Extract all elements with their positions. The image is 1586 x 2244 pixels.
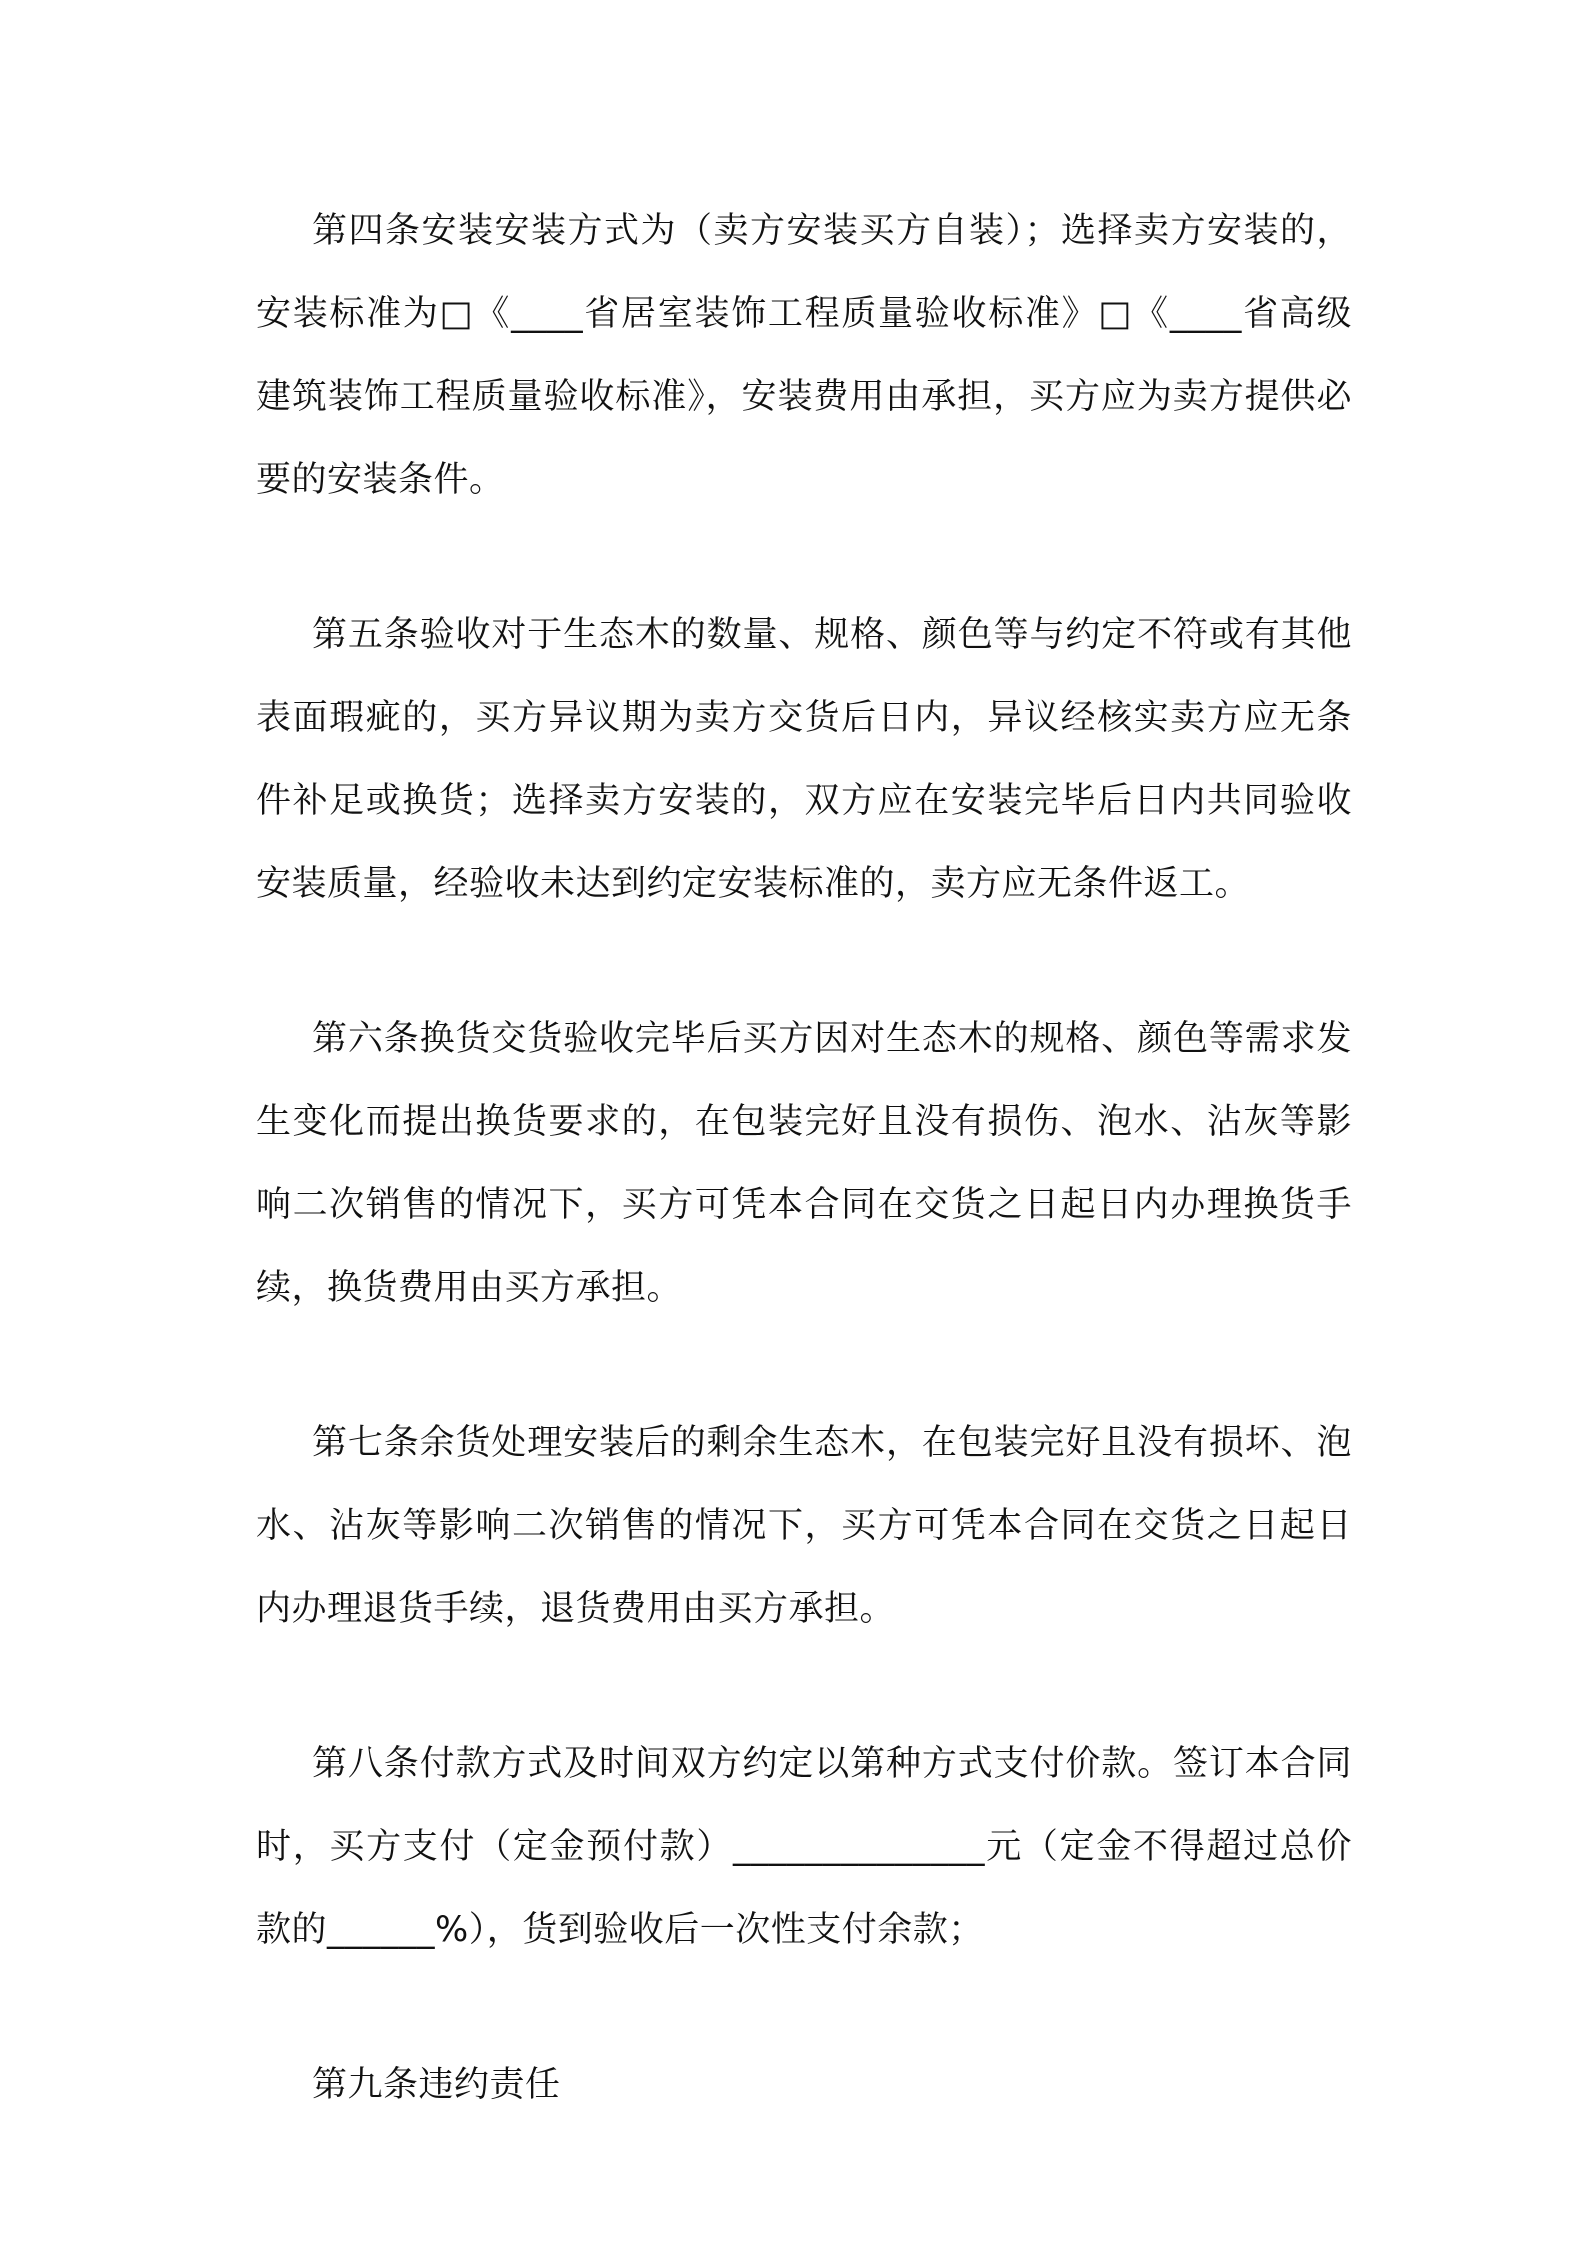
article-7-paragraph: 第七条余货处理安装后的剩余生态木，在包装完好且没有损坏、泡水、沾灰等影响二次销售的情况下，买方可凭本合同在交货之日起日内办理退货手续，退货费用由买方承担。 <box>256 1423 1352 1629</box>
article-8-paragraph: 第八条付款方式及时间双方约定以第种方式支付价款。签订本合同时，买方支付（定金预付款）______________元（定金不得超过总价款的______%），货到验收后一次性支付余款； <box>256 1744 1352 1950</box>
contract-page <box>256 190 1352 2127</box>
article-4-paragraph: 第四条安装安装方式为（卖方安装买方自装）；选择卖方安装的，安装标准为□《____省居室装饰工程质量验收标准》□《____省高级建筑装饰工程质量验收标准》，安装费用由承担，买方应为卖方提供必要的安装条件。 <box>256 211 1352 500</box>
article-6-paragraph: 第六条换货交货验收完毕后买方因对生态木的规格、颜色等需求发生变化而提出换货要求的，在包装完好且没有损伤、泡水、沾灰等影响二次销售的情况下，买方可凭本合同在交货之日起日内办理换货手续，换货费用由买方承担。 <box>256 1019 1352 1308</box>
article-5-paragraph: 第五条验收对于生态木的数量、规格、颜色等与约定不符或有其他表面瑕疵的，买方异议期为卖方交货后日内，异议经核实卖方应无条件补足或换货；选择卖方安装的，双方应在安装完毕后日内共同验收安装质量，经验收未达到约定安装标准的，卖方应无条件返工。 <box>256 615 1352 904</box>
article-9-heading: 第九条违约责任 <box>312 2065 561 2105</box>
